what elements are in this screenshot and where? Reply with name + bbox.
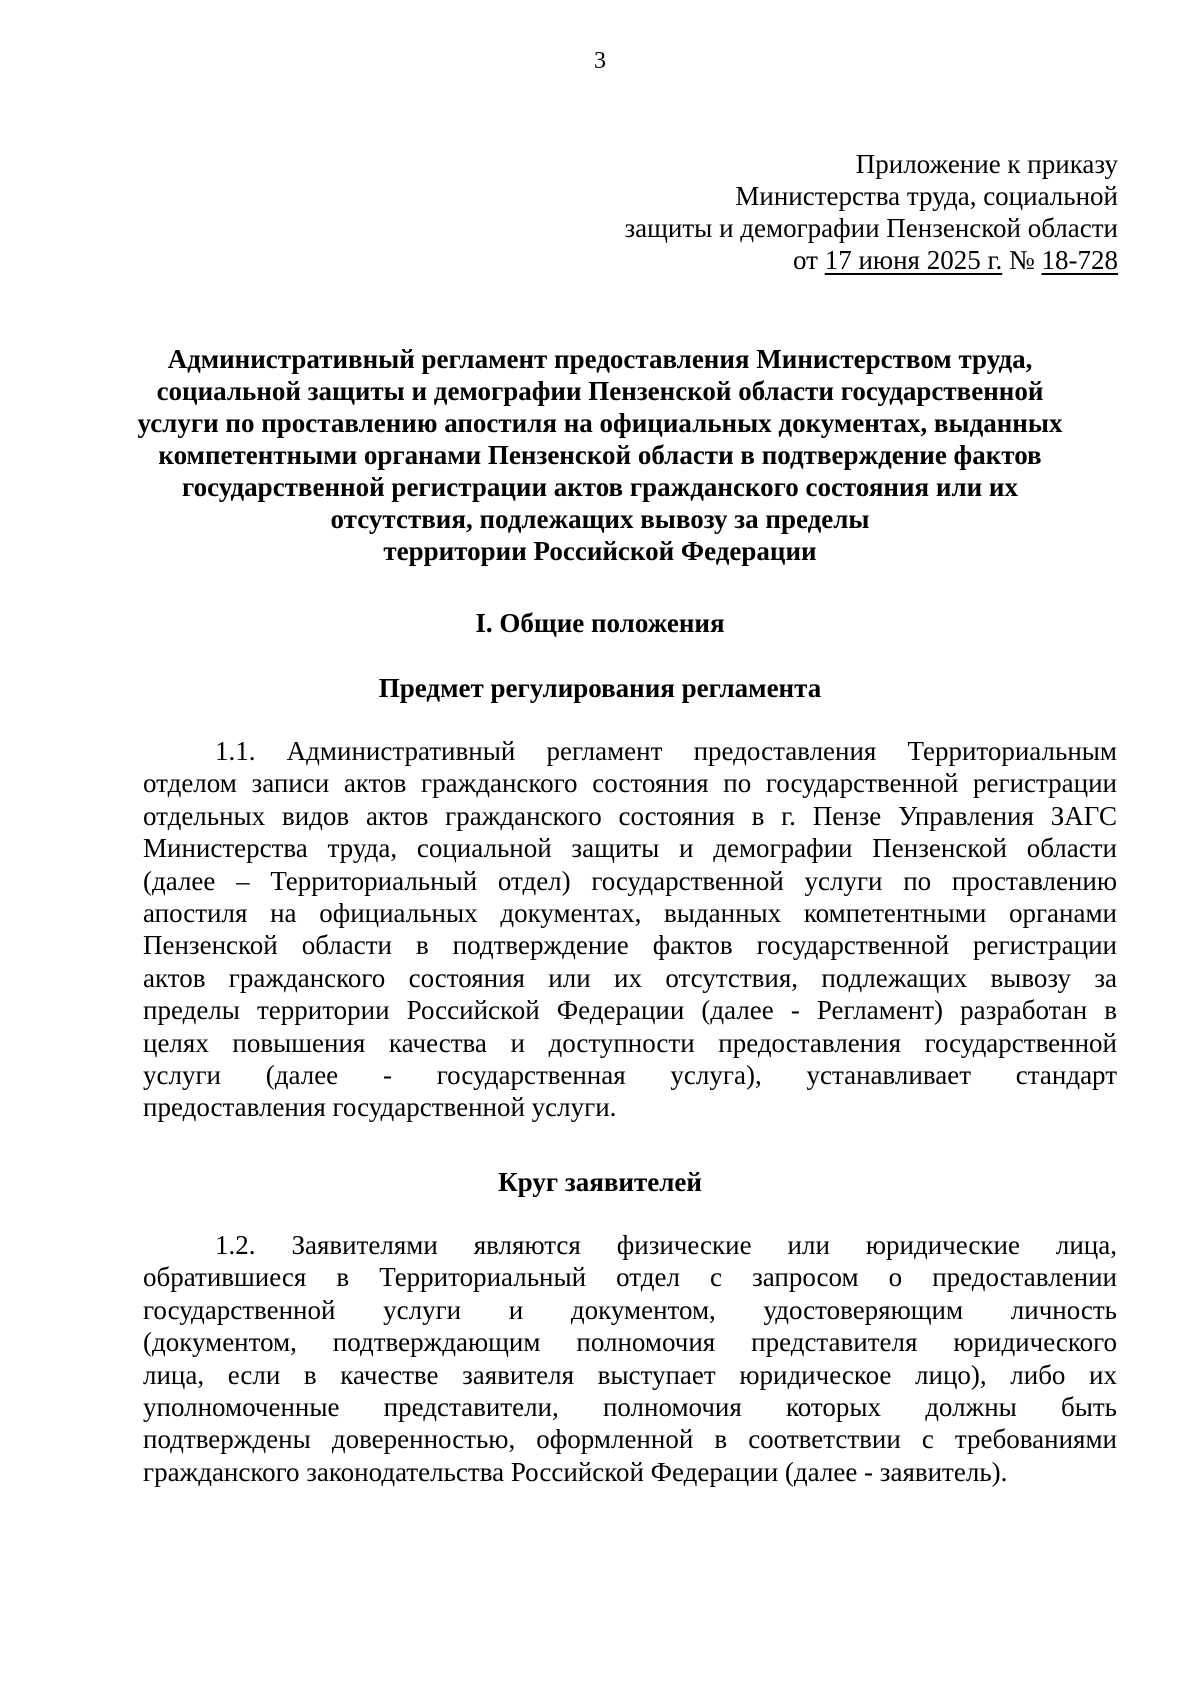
- title-line: отсутствия, подлежащих вывозу за пределы: [330, 504, 870, 534]
- document-title: [130, 343, 1070, 567]
- paragraph-line: 1.1. Административный регламент предоставления Территориальным: [215, 736, 1117, 766]
- title-line: услуги по проставлению апостиля на официальных документах, выданных: [137, 408, 1063, 438]
- paragraph-line: апостиля на официальных документах, выданных компетентными органами: [143, 898, 1117, 929]
- paragraph-line: лица, если в качестве заявителя выступает юридическое лицо), либо их: [143, 1359, 1117, 1390]
- title-line: компетентными органами Пензенской области в подтверждение фактов: [158, 440, 1042, 470]
- page-number: 3: [594, 48, 606, 74]
- appendix-date-line: [418, 244, 1118, 276]
- paragraph-line: (документом, подтверждающим полномочия представителя юридического: [143, 1327, 1117, 1358]
- paragraph-line: целях повышения качества и доступности предоставления государственной: [143, 1027, 1117, 1058]
- paragraph-line: уполномоченные представители, полномочия которых должны быть: [143, 1392, 1117, 1423]
- paragraph-line: гражданского законодательства Российской Федерации (далее - заявитель).: [143, 1456, 1008, 1487]
- order-number: 18-728: [1041, 245, 1118, 275]
- paragraph-line: обратившиеся в Территориальный отдел с запросом о предоставлении: [143, 1262, 1117, 1293]
- section-heading: I. Общие положения: [475, 608, 725, 638]
- title-line: государственной регистрации актов гражданского состояния или их: [182, 472, 1018, 502]
- paragraph-line: отдельных видов актов гражданского состояния в г. Пензе Управления ЗАГС: [143, 800, 1117, 831]
- paragraph-line: 1.2. Заявителями являются физические или юридические лица,: [215, 1230, 1117, 1260]
- number-sign: №: [1002, 245, 1042, 275]
- subject-heading: Предмет регулирования регламента: [378, 673, 822, 703]
- title-line: Административный регламент предоставления Министерством труда,: [167, 344, 1033, 374]
- paragraph-line: предоставления государственной услуги.: [143, 1092, 617, 1123]
- appendix-line-2: Министерства труда, социальной: [735, 181, 1118, 211]
- paragraph-line: пределы территории Российской Федерации (далее - Регламент) разработан в: [143, 995, 1117, 1026]
- paragraph-line: актов гражданского состояния или их отсутствия, подлежащих вывозу за: [143, 962, 1117, 993]
- paragraph-line: подтверждены доверенностью, оформленной в соответствии с требованиями: [143, 1424, 1117, 1455]
- appendix-line-1: Приложение к приказу: [855, 149, 1118, 179]
- appendix-date-prefix: от: [793, 245, 825, 275]
- paragraph-line: услуги (далее - государственная услуга), устанавливает стандарт: [143, 1060, 1117, 1091]
- paragraph-line: Пензенской области в подтверждение фактов государственной регистрации: [143, 930, 1117, 961]
- paragraph-1-2: [143, 1229, 1117, 1488]
- paragraph-line: отделом записи актов гражданского состояния по государственной регистрации: [143, 768, 1117, 799]
- order-date: 17 июня 2025 г.: [824, 245, 1003, 275]
- applicants-heading: Круг заявителей: [498, 1167, 702, 1197]
- paragraph-line: Министерства труда, социальной защиты и демографии Пензенской области: [143, 833, 1117, 864]
- paragraph-1-1: [143, 735, 1117, 1124]
- appendix-block: [418, 148, 1118, 276]
- paragraph-line: государственной услуги и документом, удостоверяющим личность: [143, 1294, 1117, 1325]
- title-line: социальной защиты и демографии Пензенской области государственной: [156, 376, 1044, 406]
- paragraph-line: (далее – Территориальный отдел) государственной услуги по проставлению: [143, 865, 1117, 896]
- title-line: территории Российской Федерации: [383, 536, 817, 566]
- appendix-line-3: защиты и демографии Пензенской области: [624, 213, 1118, 243]
